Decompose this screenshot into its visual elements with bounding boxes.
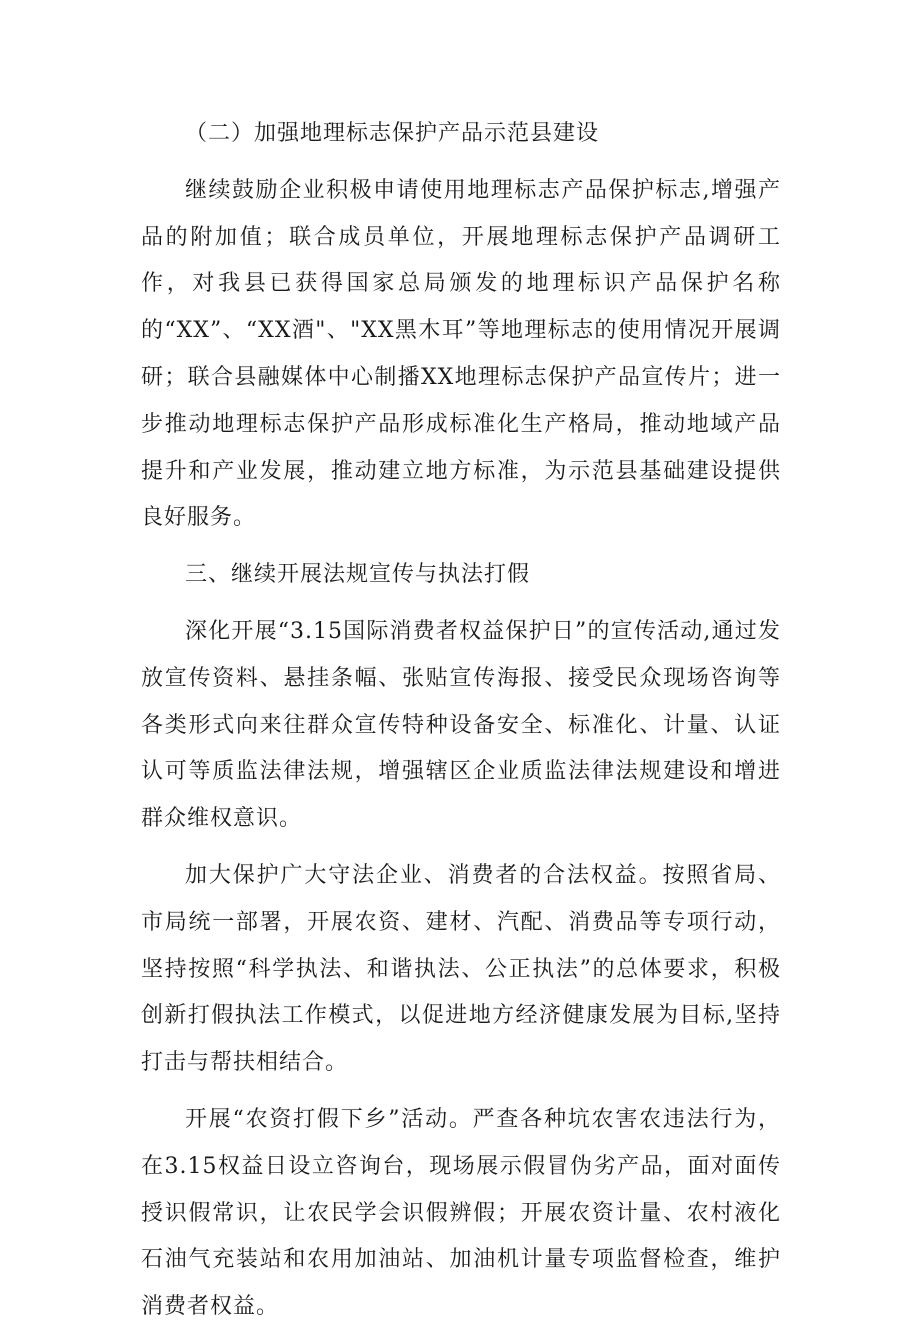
section-3-paragraph-2: 加大保护广大守法企业、消费者的合法权益。按照省局、市局统一部署，开展农资、建材、汽配、消费品等专项行动，坚持按照“科学执法、和谐执法、公正执法”的总体要求，积极创新打假执法工作模式，以促进地方经济健康发展为目标,坚持打击与帮扶相结合。 bbox=[141, 862, 781, 1076]
spacer bbox=[141, 843, 781, 853]
document-body bbox=[141, 111, 781, 1331]
section-3-paragraph-1: 深化开展“3.15国际消费者权益保护日”的宣传活动,通过发放宣传资料、悬挂条幅、张贴宣传海报、接受民众现场咨询等各类形式向来往群众宣传特种设备安全、标准化、计量、认证认可等质监法律法规，增强辖区企业质监法律法规建设和增进群众维权意识。 bbox=[141, 618, 781, 832]
spacer bbox=[141, 599, 781, 609]
section-3-heading: 三、继续开展法规宣传与执法打假 bbox=[185, 562, 531, 588]
section-2-heading: （二）加强地理标志保护产品示范县建设 bbox=[185, 121, 600, 146]
spacer bbox=[141, 542, 781, 552]
spacer bbox=[141, 158, 781, 168]
section-3-paragraph-3: 开展“农资打假下乡”活动。严查各种坑农害农违法行为，在3.15权益日设立咨询台，现场展示假冒伪劣产品，面对面传授识假常识，让农民学会识假辨假；开展农资计量、农村液化石油气充装站和农用加油站、加油机计量专项监督检查，维护消费者权益。 bbox=[141, 1106, 781, 1320]
spacer bbox=[141, 1087, 781, 1097]
section-2-paragraph: 继续鼓励企业积极申请使用地理标志产品保护标志,增强产品的附加值；联合成员单位，开展地理标志保护产品调研工作，对我县已获得国家总局颁发的地理标识产品保护名称的“XX”、“XX酒"、"XX黑木耳”等地理标志的使用情况开展调研；联合县融媒体中心制播XX地理标志保护产品宣传片；进一步推动地理标志保护产品形成标准化生产格局，推动地域产品提升和产业发展，推动建立地方标准，为示范县基础建设提供良好服务。 bbox=[141, 177, 781, 531]
